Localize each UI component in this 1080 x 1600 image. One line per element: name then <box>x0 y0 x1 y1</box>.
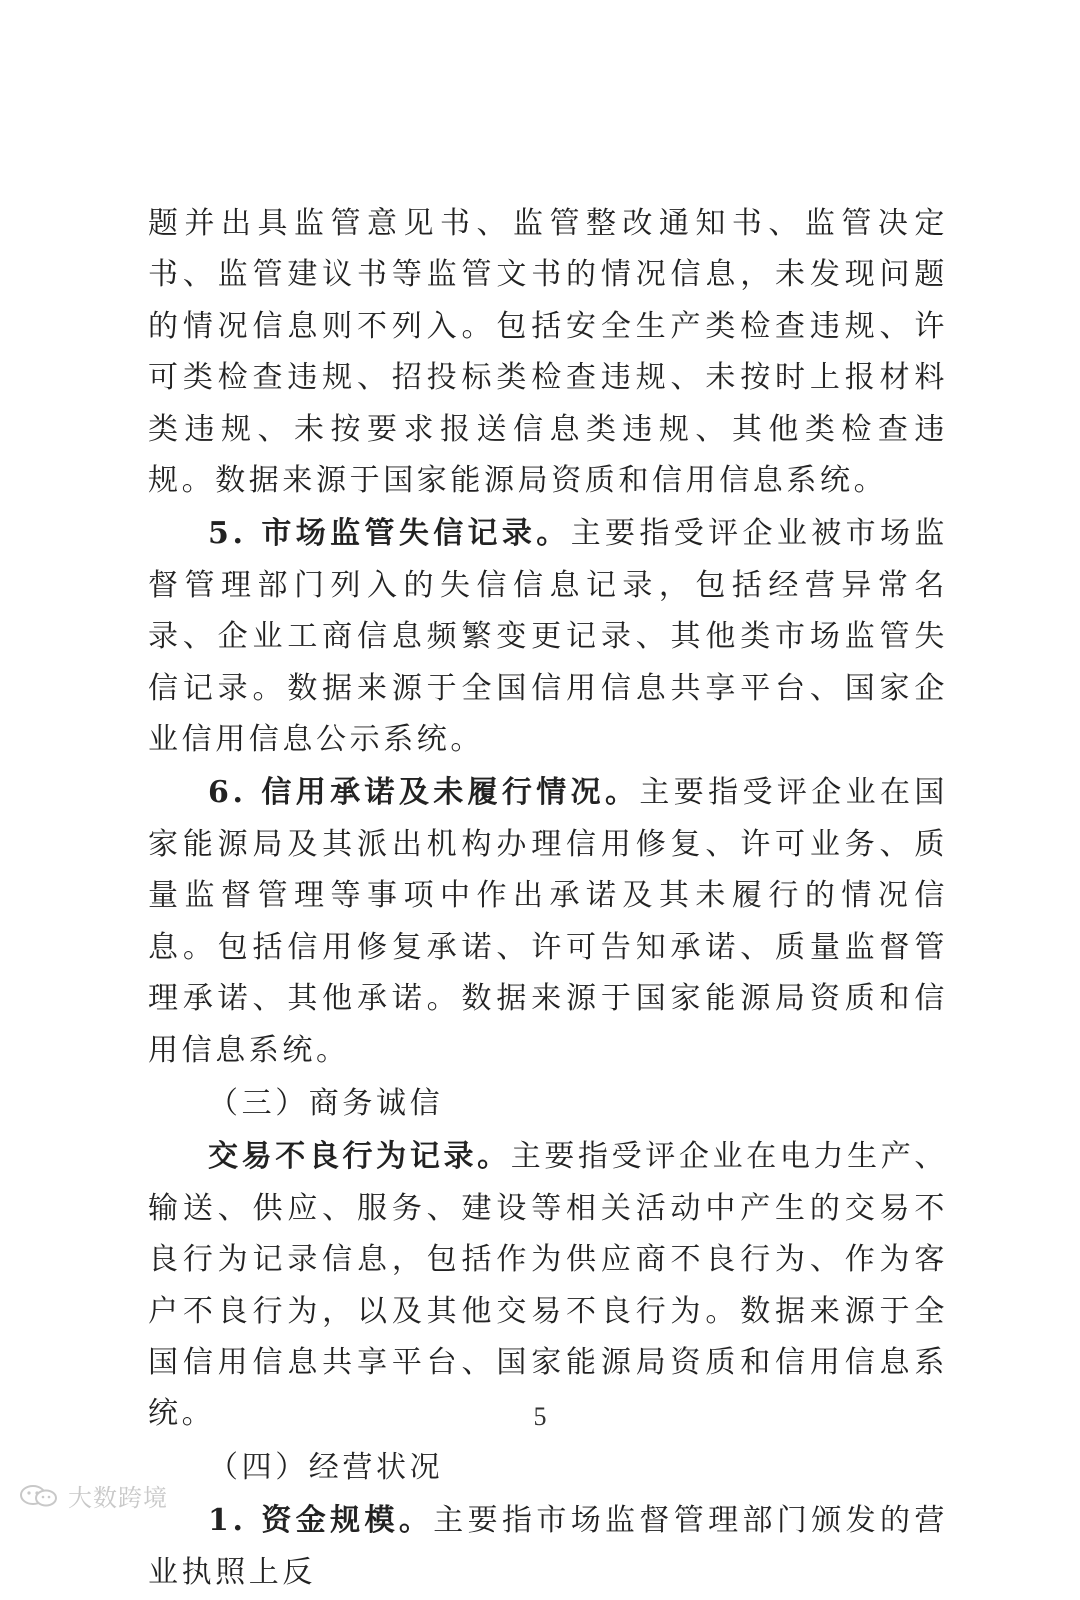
paragraph-lead: 1. 资金规模。 <box>208 1503 434 1539</box>
document-body <box>148 198 948 1600</box>
paragraph-lead: 5. 市场监管失信记录。 <box>208 516 571 552</box>
paragraph-text: 主要指受评企业在国家能源局及其派出机构办理信用修复、许可业务、质量监督管理等事项中作出承诺及其未履行的情况信息。包括信用修复承诺、许可告知承诺、质量监督管理承诺、其他承诺。数据来源于国家能源局资质和信用信息系统。 <box>148 775 948 1068</box>
paragraph-text: 主要指受评企业被市场监督管理部门列入的失信信息记录，包括经营异常名录、企业工商信息频繁变更记录、其他类市场监管失信记录。数据来源于全国信用信息共享平台、国家企业信用信息公示系统。 <box>148 516 948 758</box>
paragraph-text: 主要指受评企业在电力生产、输送、供应、服务、建设等相关活动中产生的交易不良行为记录信息，包括作为供应商不良行为、作为客户不良行为，以及其他交易不良行为。数据来源于全国信用信息共享平台、国家能源局资质和信用信息系统。 <box>148 1139 948 1432</box>
wechat-logo-icon <box>18 1484 62 1508</box>
paragraph-credit-commitment <box>148 767 948 1075</box>
paragraph-continued <box>148 198 948 506</box>
paragraph-text: 题并出具监管意见书、监管整改通知书、监管决定书、监管建议书等监管文书的情况信息，未发现问题的情况信息则不列入。包括安全生产类检查违规、许可类检查违规、招投标类检查违规、未按时上报材料类违规、未按要求报送信息类违规、其他类检查违规。数据来源于国家能源局资质和信用信息系统。 <box>148 206 948 499</box>
paragraph-capital-scale <box>148 1495 948 1598</box>
paragraph-lead: 6. 信用承诺及未履行情况。 <box>208 775 640 811</box>
watermark <box>18 1478 168 1513</box>
paragraph-lead: 交易不良行为记录。 <box>208 1139 511 1175</box>
watermark-text: 大数跨境 <box>68 1484 168 1512</box>
paragraph-market-supervision <box>148 508 948 765</box>
section-heading-operating-status: （四）经营状况 <box>208 1449 444 1485</box>
paragraph-bad-trading-records <box>148 1131 948 1439</box>
page-number: 5 <box>533 1402 547 1431</box>
paragraph-text: 主要指市场监督管理部门颁发的营业执照上反 <box>148 1503 949 1590</box>
section-heading-business-integrity: （三）商务诚信 <box>208 1085 444 1121</box>
